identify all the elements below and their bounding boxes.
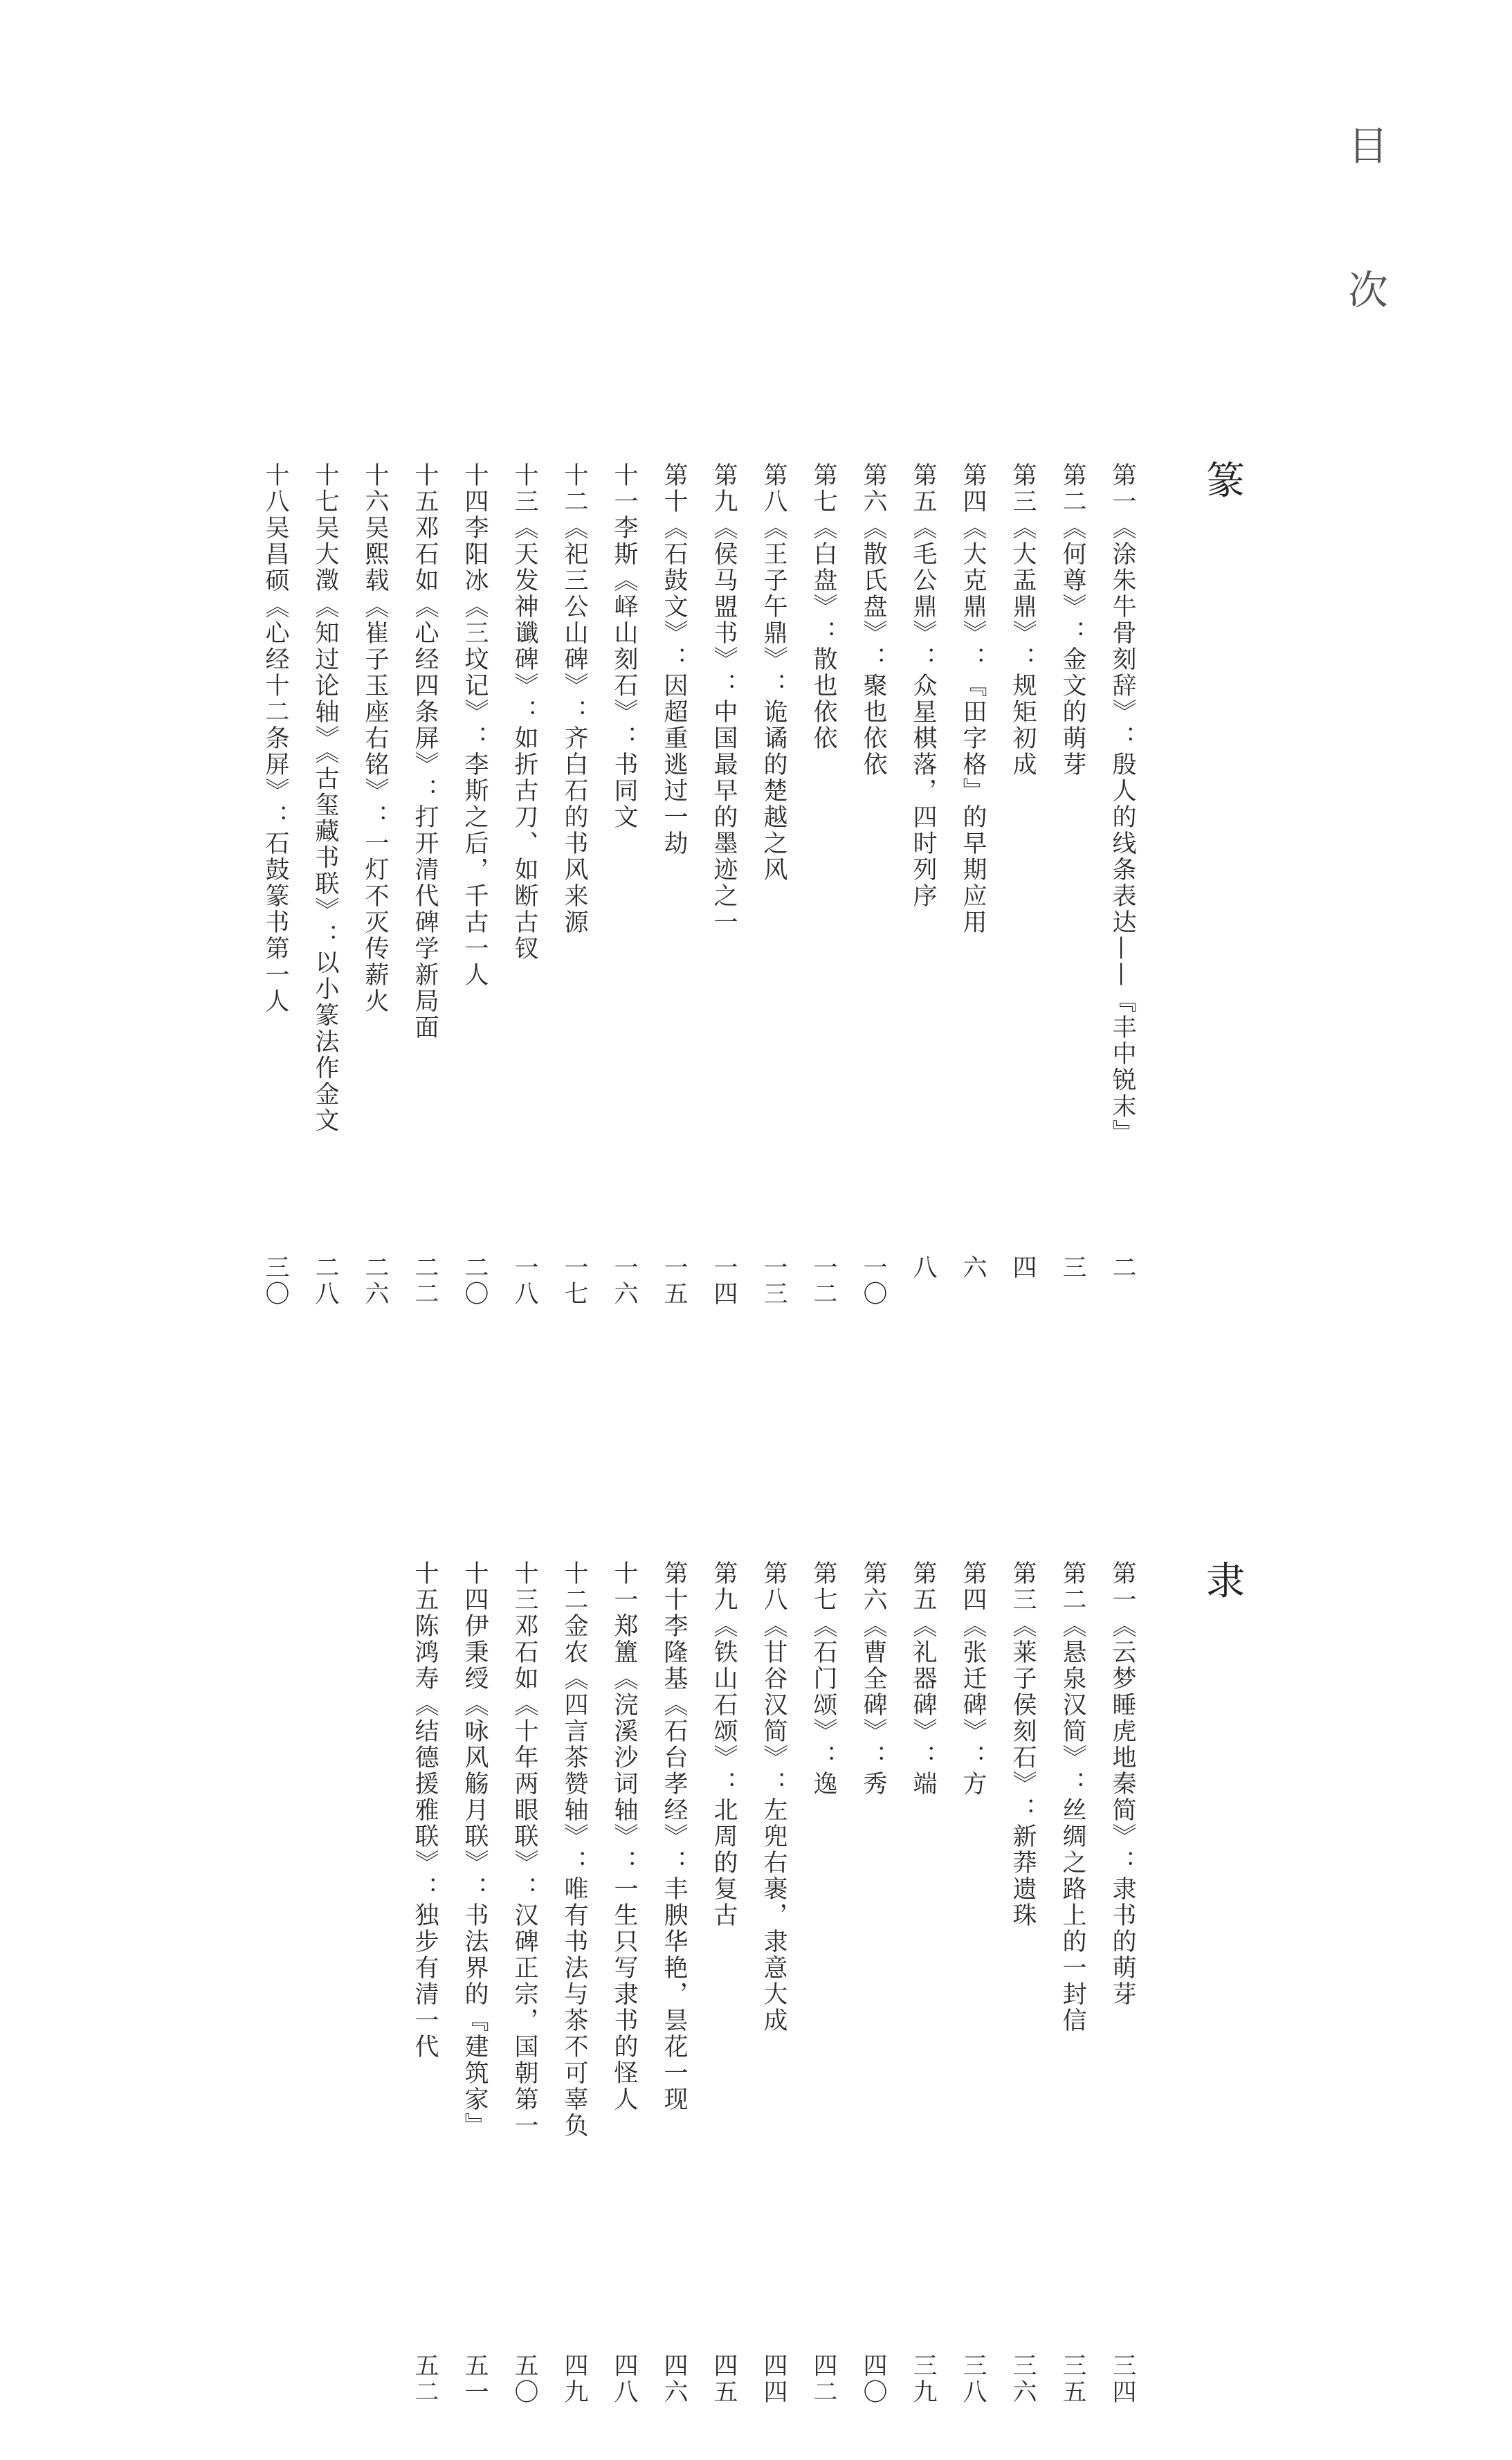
toc-entry-page-number: 二六 bbox=[361, 1255, 389, 1307]
toc-entry-page-number: 三八 bbox=[959, 2353, 987, 2405]
toc-entry-title: 《大盂鼎》：规矩初成 bbox=[1009, 515, 1037, 778]
toc-entry-title: 郑簠《浣溪沙词轴》：一生只写隶书的怪人 bbox=[610, 1613, 638, 2113]
toc-entry-title: 《白盘》：散也依依 bbox=[810, 515, 837, 751]
toc-entry-page-number: 一五 bbox=[660, 1255, 688, 1307]
toc-entry-title: 《张迁碑》：方 bbox=[959, 1613, 987, 1797]
toc-entry-title: 李斯《峄山刻石》：书同文 bbox=[610, 515, 638, 830]
toc-entry-number: 第八 bbox=[760, 462, 787, 515]
toc-entry-title: 李隆基《石台孝经》：丰腴华艳，昙花一现 bbox=[660, 1613, 688, 2113]
toc-entry-page-number: 一三 bbox=[760, 1255, 787, 1307]
toc-entry-number: 第三 bbox=[1009, 1560, 1037, 1613]
toc-entry-page-number: 八 bbox=[909, 1255, 937, 1281]
toc-entry-number: 十二 bbox=[561, 462, 588, 515]
toc-entry-page-number: 二八 bbox=[311, 1255, 339, 1307]
toc-entry-title: 《涂朱牛骨刻辞》：殷人的线条表达——『丰中锐末』 bbox=[1109, 515, 1136, 1146]
toc-entry-page-number: 五二 bbox=[411, 2353, 439, 2405]
toc-entry-page-number: 二〇 bbox=[461, 1255, 489, 1307]
toc-entry-number: 第一 bbox=[1109, 1560, 1136, 1613]
toc-entry-page-number: 五一 bbox=[461, 2353, 489, 2405]
toc-entry-page-number: 四二 bbox=[810, 2353, 837, 2405]
toc-entry-number: 第十 bbox=[660, 462, 688, 515]
toc-entry-title: 《悬泉汉简》：丝绸之路上的一封信 bbox=[1059, 1613, 1086, 2034]
toc-entry-number: 第六 bbox=[859, 1560, 887, 1613]
toc-entry-page-number: 一二 bbox=[810, 1255, 837, 1307]
toc-entry-title: 吴熙载《崔子玉座右铭》：一灯不灭传薪火 bbox=[361, 515, 389, 1014]
toc-entry-title: 吴大澂《知过论轴》《古玺藏书联》：以小篆法作金文 bbox=[311, 515, 339, 1134]
toc-entry-page-number: 二二 bbox=[411, 1255, 439, 1307]
toc-entry-number: 十一 bbox=[610, 462, 638, 515]
toc-entry-title: 《毛公鼎》：众星棋落，四时列序 bbox=[909, 515, 937, 909]
section-heading-li: 隶 bbox=[1206, 1559, 1245, 1604]
toc-entry-title: 金农《四言茶赞轴》：唯有书法与茶不可辜负 bbox=[561, 1613, 588, 2139]
toc-entry-title: 《铁山石颂》：北周的复古 bbox=[710, 1613, 738, 1929]
toc-entry-number: 第一 bbox=[1109, 462, 1136, 515]
toc-entry-number: 第十 bbox=[660, 1560, 688, 1613]
toc-entry[interactable] bbox=[359, 1560, 439, 2460]
toc-entry-number: 第五 bbox=[909, 462, 937, 515]
toc-entry-page-number: 四 bbox=[1009, 1255, 1037, 1281]
toc-entry-title: 《祀三公山碑》：齐白石的书风来源 bbox=[561, 515, 588, 936]
toc-entry-number: 十三 bbox=[511, 1560, 538, 1613]
toc-entry-page-number: 一六 bbox=[610, 1255, 638, 1307]
toc-entry-title: 《何尊》：金文的萌芽 bbox=[1059, 515, 1086, 778]
toc-entry-number: 第九 bbox=[710, 462, 738, 515]
toc-entry-title: 《王子午鼎》：诡谲的楚越之风 bbox=[760, 515, 787, 883]
toc-entry-title: 《礼器碑》：端 bbox=[909, 1613, 937, 1797]
toc-entry-title: 《侯马盟书》：中国最早的墨迹之一 bbox=[710, 515, 738, 936]
toc-entry-number: 第六 bbox=[859, 462, 887, 515]
toc-entry-number: 第五 bbox=[909, 1560, 937, 1613]
toc-entry-page-number: 四五 bbox=[710, 2353, 738, 2405]
toc-entry-number: 第七 bbox=[810, 462, 837, 515]
toc-entry-number: 第二 bbox=[1059, 1560, 1086, 1613]
toc-entry-page-number: 三六 bbox=[1009, 2353, 1037, 2405]
section-heading-zhuan: 篆 bbox=[1206, 459, 1245, 504]
toc-entry-number: 十五 bbox=[411, 1560, 439, 1613]
toc-entry-page-number: 三九 bbox=[909, 2353, 937, 2405]
toc-entry-page-number: 一七 bbox=[561, 1255, 588, 1307]
toc-entry-title: 李阳冰《三坟记》：李斯之后，千古一人 bbox=[461, 515, 489, 988]
toc-entry-title: 《散氏盘》：聚也依依 bbox=[859, 515, 887, 778]
toc-entry-title: 《曹全碑》：秀 bbox=[859, 1613, 887, 1797]
toc-entry-number: 第二 bbox=[1059, 462, 1086, 515]
toc-entry-title: 《天发神谶碑》：如折古刀、如断古钗 bbox=[511, 515, 538, 962]
toc-entry-number: 十四 bbox=[461, 1560, 489, 1613]
toc-entry-page-number: 二 bbox=[1109, 1255, 1136, 1281]
toc-entry-number: 第四 bbox=[959, 1560, 987, 1613]
toc-entry-page-number: 三五 bbox=[1059, 2353, 1086, 2405]
toc-entry-page-number: 五〇 bbox=[511, 2353, 538, 2405]
toc-entry-number: 十三 bbox=[511, 462, 538, 515]
toc-entry[interactable] bbox=[210, 462, 289, 1362]
toc-entry-title: 《云梦睡虎地秦简》：隶书的萌芽 bbox=[1109, 1613, 1136, 2007]
toc-entry-number: 第七 bbox=[810, 1560, 837, 1613]
toc-entry-number: 第八 bbox=[760, 1560, 787, 1613]
toc-entry-page-number: 四六 bbox=[660, 2353, 688, 2405]
toc-entry-page-number: 六 bbox=[959, 1255, 987, 1281]
toc-entry-page-number: 一〇 bbox=[859, 1255, 887, 1307]
toc-entry-title: 《石门颂》：逸 bbox=[810, 1613, 837, 1797]
toc-entry-title: 《石鼓文》：因超重逃过一劫 bbox=[660, 515, 688, 857]
toc-entry-title: 邓石如《十年两眼联》：汉碑正宗，国朝第一 bbox=[511, 1613, 538, 2139]
toc-entry-number: 第三 bbox=[1009, 462, 1037, 515]
toc-entry-number: 十七 bbox=[311, 462, 339, 515]
toc-entry-page-number: 一四 bbox=[710, 1255, 738, 1307]
toc-entry-number: 十六 bbox=[361, 462, 389, 515]
toc-entry-number: 第四 bbox=[959, 462, 987, 515]
toc-entry-page-number: 一八 bbox=[511, 1255, 538, 1307]
toc-entry-number: 十四 bbox=[461, 462, 489, 515]
toc-entry-title: 邓石如《心经四条屏》：打开清代碑学新局面 bbox=[411, 515, 439, 1041]
toc-entry-page-number: 三 bbox=[1059, 1255, 1086, 1281]
toc-entry-number: 十二 bbox=[561, 1560, 588, 1613]
toc-entry-number: 十一 bbox=[610, 1560, 638, 1613]
toc-entry-title: 《大克鼎》：『田字格』的早期应用 bbox=[959, 515, 987, 936]
toc-entry-page-number: 四〇 bbox=[859, 2353, 887, 2405]
toc-entry-number: 十八 bbox=[262, 462, 289, 515]
toc-entry-page-number: 三〇 bbox=[262, 1255, 289, 1307]
toc-entry-title: 陈鸿寿《结德援雅联》：独步有清一代 bbox=[411, 1613, 439, 2060]
toc-entry-number: 第九 bbox=[710, 1560, 738, 1613]
toc-entry-title: 伊秉绶《咏风觞月联》：书法界的『建筑家』 bbox=[461, 1613, 489, 2139]
page-title: 目 次 bbox=[1341, 125, 1388, 355]
toc-entry-page-number: 四八 bbox=[610, 2353, 638, 2405]
toc-entry-title: 吴昌硕《心经十二条屏》：石鼓篆书第一人 bbox=[262, 515, 289, 1014]
toc-entry-number: 十五 bbox=[411, 462, 439, 515]
toc-entry-page-number: 四九 bbox=[561, 2353, 588, 2405]
toc-entry-page-number: 四四 bbox=[760, 2353, 787, 2405]
toc-entry-title: 《莱子侯刻石》：新莽遗珠 bbox=[1009, 1613, 1037, 1929]
toc-entry-title: 《甘谷汉简》：左兜右裹，隶意大成 bbox=[760, 1613, 787, 2034]
toc-entry-page-number: 三四 bbox=[1109, 2353, 1136, 2405]
